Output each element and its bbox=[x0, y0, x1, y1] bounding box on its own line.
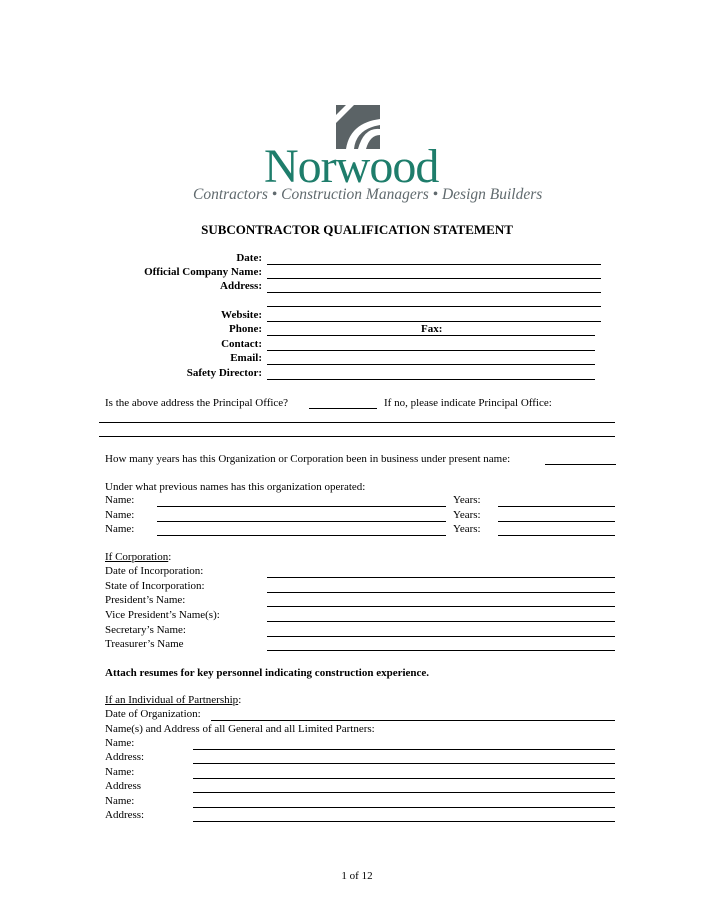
years-in-business-question: How many years has this Organization or Corporation been in business under present name: bbox=[105, 453, 511, 465]
president-name-label: President’s Name: bbox=[105, 594, 186, 606]
incorporation-date-label: Date of Incorporation: bbox=[105, 565, 204, 577]
incorporation-state-field[interactable] bbox=[267, 592, 615, 593]
date-field[interactable] bbox=[267, 264, 601, 265]
website-field[interactable] bbox=[267, 321, 601, 322]
previous-names-heading: Under what previous names has this organization operated: bbox=[105, 481, 366, 493]
previous-name-label: Name: bbox=[105, 523, 135, 535]
contact-label: Contact: bbox=[221, 338, 262, 350]
partner-address-label: Address: bbox=[105, 751, 145, 763]
previous-years-label: Years: bbox=[453, 494, 481, 506]
phone-fax-field[interactable] bbox=[267, 335, 595, 336]
email-label: Email: bbox=[230, 352, 262, 364]
logo-wordmark: Norwood bbox=[264, 140, 439, 193]
address-field-2[interactable] bbox=[267, 306, 601, 307]
incorporation-date-field[interactable] bbox=[267, 577, 615, 578]
attach-resumes-note: Attach resumes for key personnel indicating construction experience. bbox=[105, 667, 430, 679]
partnership-heading bbox=[105, 694, 241, 707]
date-label: Date: bbox=[236, 252, 262, 264]
partner-address-field[interactable] bbox=[193, 821, 615, 822]
address-field[interactable] bbox=[267, 292, 601, 293]
page-number: 1 of 12 bbox=[341, 870, 373, 882]
logo-tagline: Contractors • Construction Managers • Design Builders bbox=[193, 186, 543, 203]
previous-name-field[interactable] bbox=[157, 521, 446, 522]
company-label: Official Company Name: bbox=[144, 266, 262, 278]
partnership-heading-text: If an Individual of Partnership bbox=[105, 694, 239, 706]
partner-name-label: Name: bbox=[105, 795, 135, 807]
treasurer-name-label: Treasurer’s Name bbox=[105, 638, 184, 650]
website-label: Website: bbox=[221, 309, 262, 321]
president-name-field[interactable] bbox=[267, 606, 615, 607]
secretary-name-label: Secretary’s Name: bbox=[105, 624, 186, 636]
partnership-heading-colon: : bbox=[238, 694, 242, 706]
previous-years-field[interactable] bbox=[498, 521, 615, 522]
secretary-name-field[interactable] bbox=[267, 636, 615, 637]
partner-name-label: Name: bbox=[105, 737, 135, 749]
principal-office-line-1[interactable] bbox=[99, 422, 615, 423]
previous-name-field[interactable] bbox=[157, 506, 446, 507]
incorporation-state-label: State of Incorporation: bbox=[105, 580, 205, 592]
email-field[interactable] bbox=[267, 364, 595, 365]
safety-director-label: Safety Director: bbox=[186, 367, 262, 379]
previous-years-field[interactable] bbox=[498, 535, 615, 536]
partner-name-field[interactable] bbox=[193, 778, 615, 779]
partner-address-label: Address: bbox=[105, 809, 145, 821]
address-label: Address: bbox=[220, 280, 262, 292]
partners-heading: Name(s) and Address of all General and all Limited Partners: bbox=[105, 723, 375, 735]
partner-name-field[interactable] bbox=[193, 807, 615, 808]
previous-name-field[interactable] bbox=[157, 535, 446, 536]
previous-years-label: Years: bbox=[453, 523, 481, 535]
principal-office-answer[interactable] bbox=[309, 408, 377, 409]
years-in-business-field[interactable] bbox=[545, 464, 616, 465]
previous-name-label: Name: bbox=[105, 494, 135, 506]
organization-date-field[interactable] bbox=[211, 720, 615, 721]
previous-name-label: Name: bbox=[105, 509, 135, 521]
principal-office-line-2[interactable] bbox=[99, 436, 615, 437]
principal-office-question: Is the above address the Principal Office? bbox=[105, 397, 289, 409]
contact-field[interactable] bbox=[267, 350, 595, 351]
partner-address-label: Address bbox=[105, 780, 142, 792]
corporation-heading-text: If Corporation bbox=[105, 551, 169, 563]
vice-president-label: Vice President’s Name(s): bbox=[105, 609, 220, 621]
phone-label: Phone: bbox=[229, 323, 262, 335]
fax-label: Fax: bbox=[421, 323, 443, 335]
principal-office-if-no: If no, please indicate Principal Office: bbox=[384, 397, 552, 409]
organization-date-label: Date of Organization: bbox=[105, 708, 201, 720]
corporation-heading-colon: : bbox=[168, 551, 172, 563]
corporation-heading bbox=[105, 551, 171, 564]
previous-years-label: Years: bbox=[453, 509, 481, 521]
partner-name-field[interactable] bbox=[193, 749, 615, 750]
page-title: SUBCONTRACTOR QUALIFICATION STATEMENT bbox=[201, 222, 513, 237]
previous-years-field[interactable] bbox=[498, 506, 615, 507]
safety-director-field[interactable] bbox=[267, 379, 595, 380]
partner-address-field[interactable] bbox=[193, 763, 615, 764]
partner-name-label: Name: bbox=[105, 766, 135, 778]
vice-president-field[interactable] bbox=[267, 621, 615, 622]
company-field[interactable] bbox=[267, 278, 601, 279]
treasurer-name-field[interactable] bbox=[267, 650, 615, 651]
partner-address-field[interactable] bbox=[193, 792, 615, 793]
